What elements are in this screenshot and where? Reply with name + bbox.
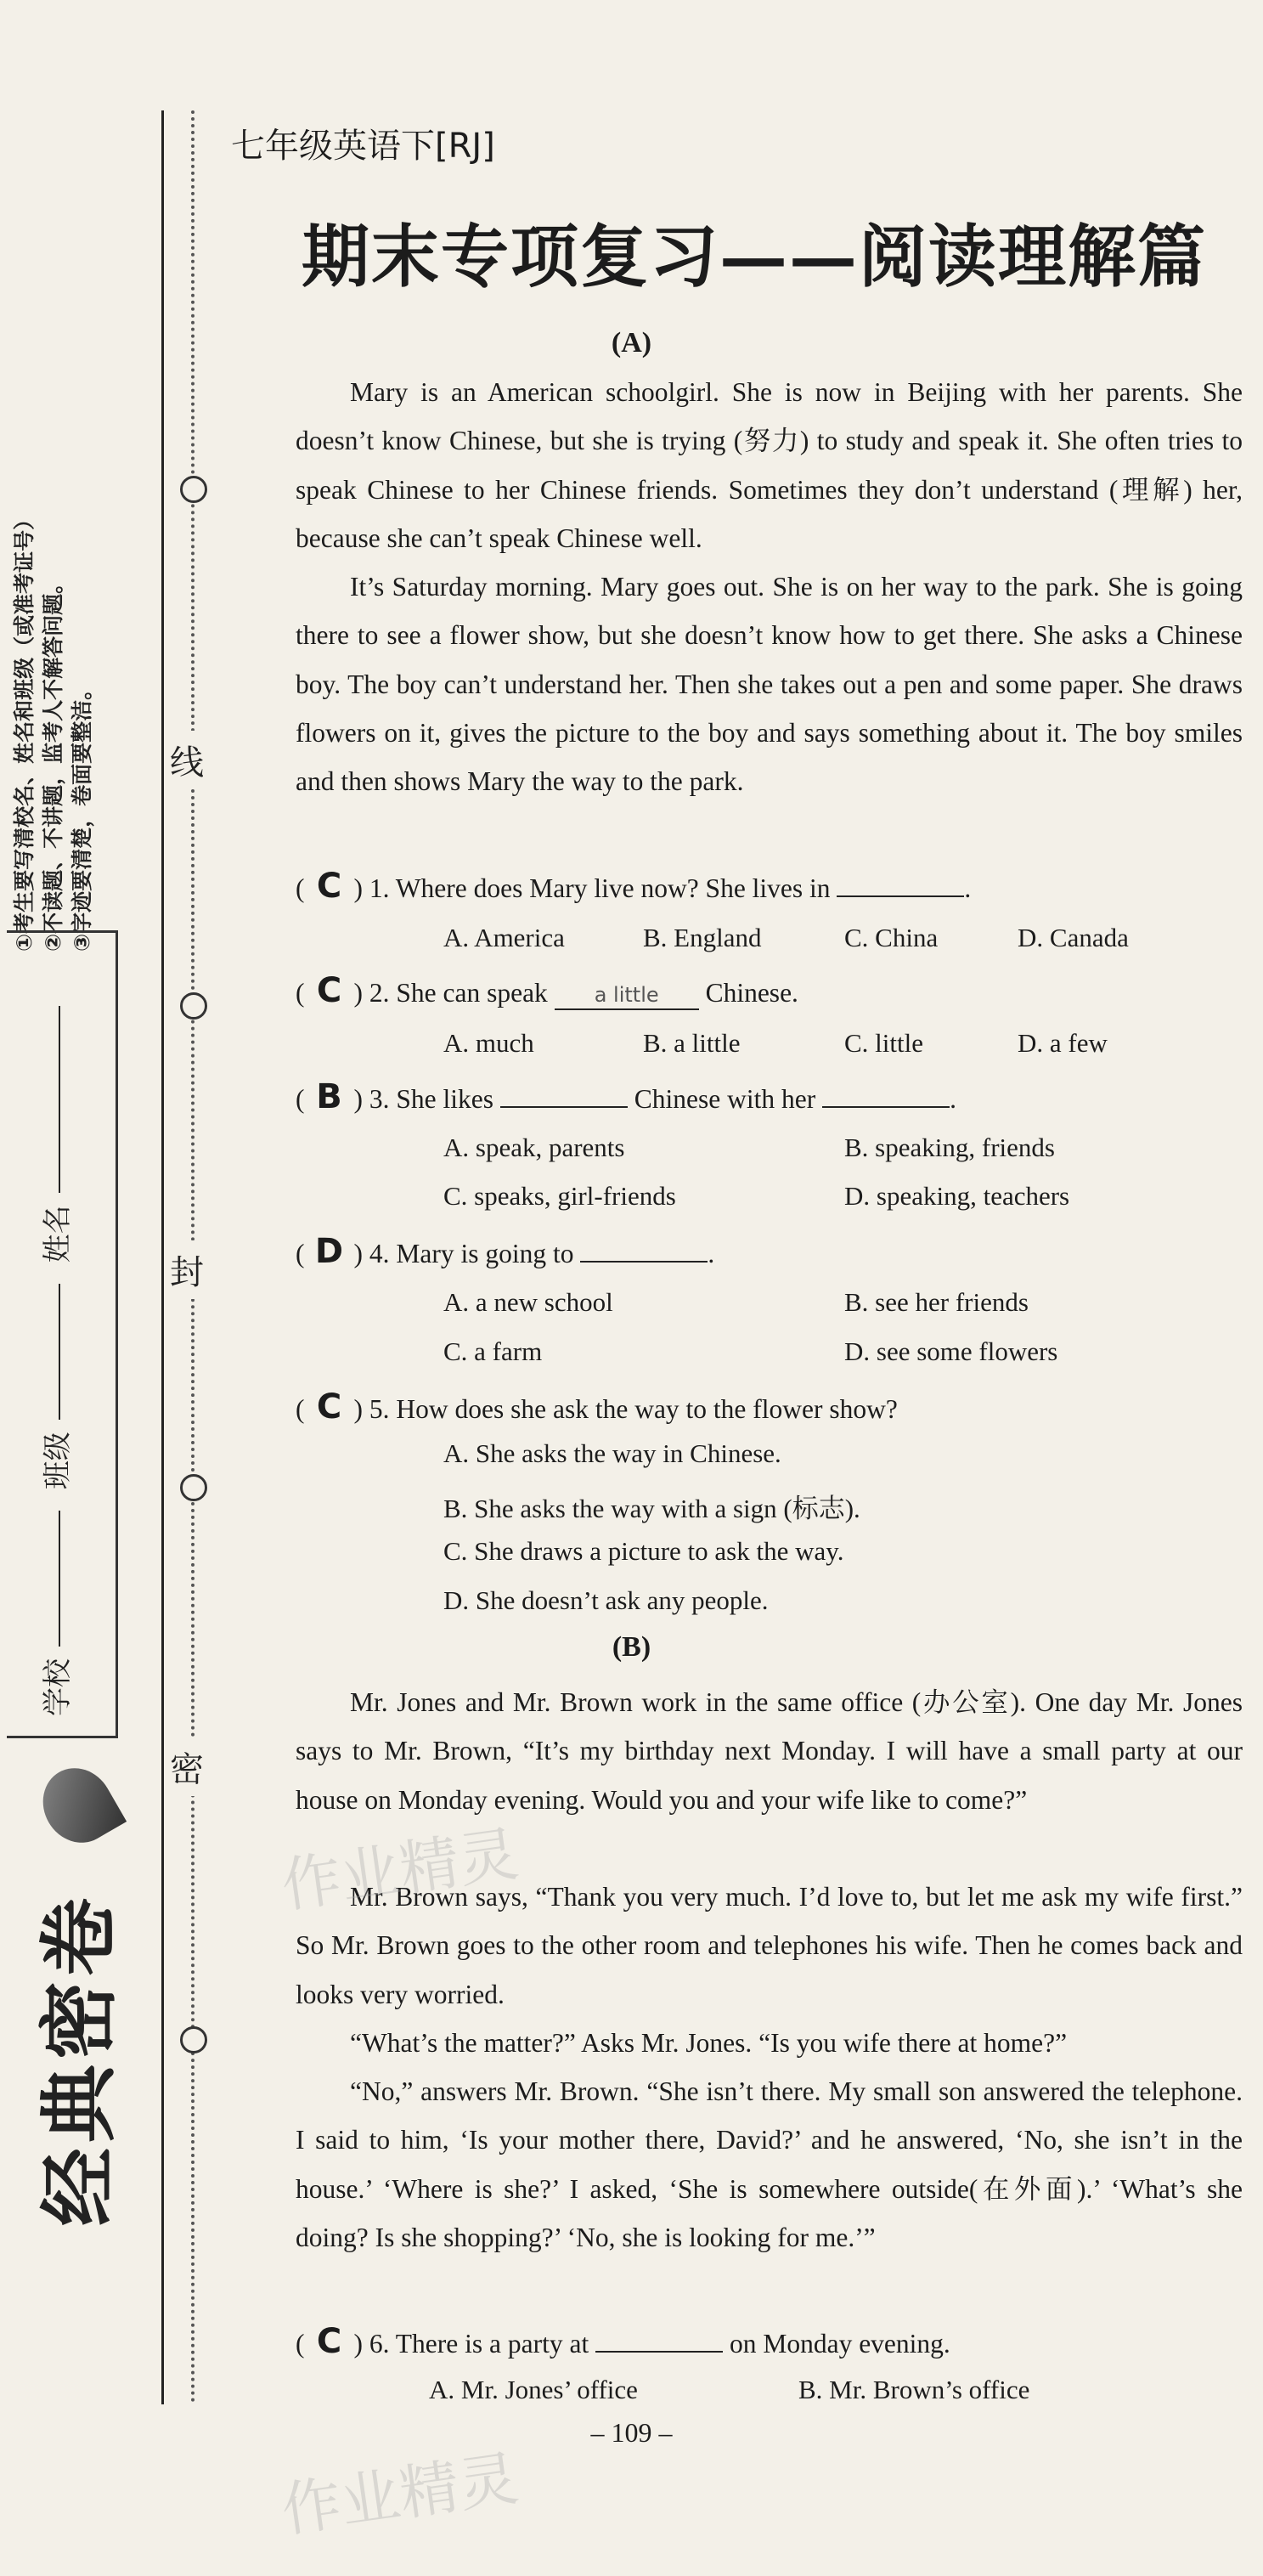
passage-b-paragraph-3: “What’s the matter?” Asks Mr. Jones. “Is you wife there at home?”	[350, 2028, 1068, 2058]
answer-blank[interactable]	[500, 1106, 628, 1108]
option: C. speaks, girl-friends	[443, 1181, 676, 1211]
answer-mark: C	[316, 2322, 342, 2361]
seal-circle-icon	[180, 476, 207, 503]
student-info-fields	[34, 994, 76, 1716]
question-5: ( C ) 5. How does she ask the way to the flower show?	[296, 1387, 898, 1426]
answer-mark: D	[314, 1232, 344, 1271]
option: B. She asks the way with a sign (标志).	[443, 1494, 860, 1523]
option: B. see her friends	[844, 1287, 1029, 1317]
page-title: 期末专项复习——阅读理解篇	[302, 217, 1207, 297]
exam-notes	[10, 509, 97, 952]
question-text: 3. She likes	[369, 1084, 493, 1114]
answer-mark: C	[316, 971, 342, 1010]
class-label: 班级	[41, 1432, 75, 1490]
handwritten-answer: a little	[594, 983, 659, 1007]
option: A. much	[443, 1028, 534, 1058]
question-3: ( B ) 3. She likes Chinese with her .	[296, 1077, 956, 1116]
school-field[interactable]	[59, 1511, 60, 1647]
section-b-label: (B)	[612, 1631, 651, 1663]
option: C. China	[844, 923, 939, 952]
passage-b-paragraph-1: Mr. Jones and Mr. Brown work in the same office (办公室). One day Mr. Jones says to Mr. Brown, “It’s my birthday next Monday. I will have a small party at our house on Monday evening. Would you and your wife like to come?”	[296, 1687, 1243, 1815]
seal-char-secret: 密	[170, 1737, 204, 1796]
question-2: ( C ) 2. She can speak a little Chinese.	[296, 971, 798, 1010]
answer-blank[interactable]	[822, 1106, 950, 1108]
option: A. speak, parents	[443, 1133, 625, 1162]
question-text: 2. She can speak	[369, 978, 548, 1008]
option: A. Mr. Jones’ office	[429, 2375, 638, 2404]
option: D. a few	[1018, 1028, 1108, 1058]
option: B. England	[643, 923, 762, 952]
class-field[interactable]	[59, 1284, 60, 1420]
option: A. She asks the way in Chinese.	[443, 1438, 781, 1468]
question-text: 6. There is a party at	[369, 2329, 589, 2359]
watermark: 作业精灵	[277, 2443, 523, 2546]
page-number: – 109 –	[590, 2417, 673, 2448]
question-text: 4. Mary is going to	[369, 1239, 574, 1268]
option: B. a little	[643, 1028, 741, 1058]
option: D. Canada	[1018, 923, 1129, 952]
option: A. America	[443, 923, 565, 952]
option: C. She draws a picture to ask the way.	[443, 1536, 844, 1566]
watermark: 作业精灵	[277, 1818, 523, 1922]
option: B. speaking, friends	[844, 1133, 1055, 1162]
seal-circle-icon	[180, 1474, 207, 1501]
question-6: ( C ) 6. There is a party at on Monday evening.	[296, 2322, 950, 2361]
exam-note: ①考生要写清校名、姓名和班级（或准考证号）	[12, 508, 37, 952]
answer-mark: C	[316, 867, 342, 906]
answer-blank[interactable]	[837, 895, 964, 897]
name-label: 姓名	[41, 1205, 75, 1263]
option: D. She doesn’t ask any people.	[443, 1585, 769, 1615]
answer-blank[interactable]	[580, 1261, 708, 1263]
passage-a-paragraph-2: It’s Saturday morning. Mary goes out. She is on her way to the park. She is going there to see a flower show, but she doesn’t know how to get there. She asks a Chinese boy. The boy can’t understand her. Then she takes out a pen and some paper. She draws flowers on it, gives the picture to the boy and says something about it. The boy smiles and then shows Mary the way to the park.	[296, 572, 1243, 797]
grade-label: 七年级英语下[RJ]	[231, 127, 495, 166]
school-label: 学校	[41, 1658, 75, 1716]
passage-b-paragraph-4: “No,” answers Mr. Brown. “She isn’t there. My small son answered the telephone. I said to him, ‘Is your mother there, David?’ and he answered, ‘No, she isn’t in the house.’ ‘Where is she?’ I asked, ‘She is somewhere outside(在外面).’ ‘What’s she doing? Is she shopping?’ ‘No, she is looking for me.’”	[296, 2076, 1243, 2252]
exam-note: ③字迹要清楚，卷面要整洁。	[70, 678, 94, 952]
option: C. little	[844, 1028, 923, 1058]
question-4: ( D ) 4. Mary is going to .	[296, 1232, 715, 1271]
exam-note: ②不读题、不讲题，监考人不解答问题。	[41, 572, 65, 952]
brand-swoosh-icon	[30, 1755, 127, 1856]
question-text: 5. How does she ask the way to the flower show?	[369, 1394, 898, 1424]
seal-circle-icon	[180, 992, 207, 1020]
option: A. a new school	[443, 1287, 613, 1317]
binding-line	[161, 110, 164, 2404]
answer-mark: C	[316, 1387, 342, 1426]
question-text: 1. Where does Mary live now? She lives in	[369, 873, 831, 903]
answer-blank[interactable]	[595, 2351, 723, 2353]
seal-char-seal: 封	[170, 1240, 204, 1299]
question-1: ( C ) 1. Where does Mary live now? She lives in .	[296, 867, 972, 906]
option: D. see some flowers	[844, 1336, 1058, 1366]
seal-char-line: 线	[170, 731, 204, 789]
answer-blank[interactable]	[555, 978, 699, 1010]
passage-a-paragraph-1: Mary is an American schoolgirl. She is now in Beijing with her parents. She doesn’t know Chinese, but she is trying (努力) to study and speak it. She often tries to speak Chinese to her Chinese friends. Sometimes they don’t understand (理解) her, because she can’t speak Chinese well.	[296, 377, 1243, 553]
answer-mark: B	[316, 1077, 342, 1116]
option: C. a farm	[443, 1336, 543, 1366]
option: B. Mr. Brown’s office	[798, 2375, 1030, 2404]
brand-logo: 经典密卷	[33, 1892, 125, 2226]
passage-b-paragraph-2: Mr. Brown says, “Thank you very much. I’d love to, but let me ask my wife first.” So Mr. Brown goes to the other room and telephones his wife. Then he comes back and looks very worried.	[296, 1882, 1243, 2009]
seal-circle-icon	[180, 2026, 207, 2053]
option: D. speaking, teachers	[844, 1181, 1070, 1211]
name-field[interactable]	[59, 1006, 60, 1193]
section-a-label: (A)	[611, 327, 652, 359]
